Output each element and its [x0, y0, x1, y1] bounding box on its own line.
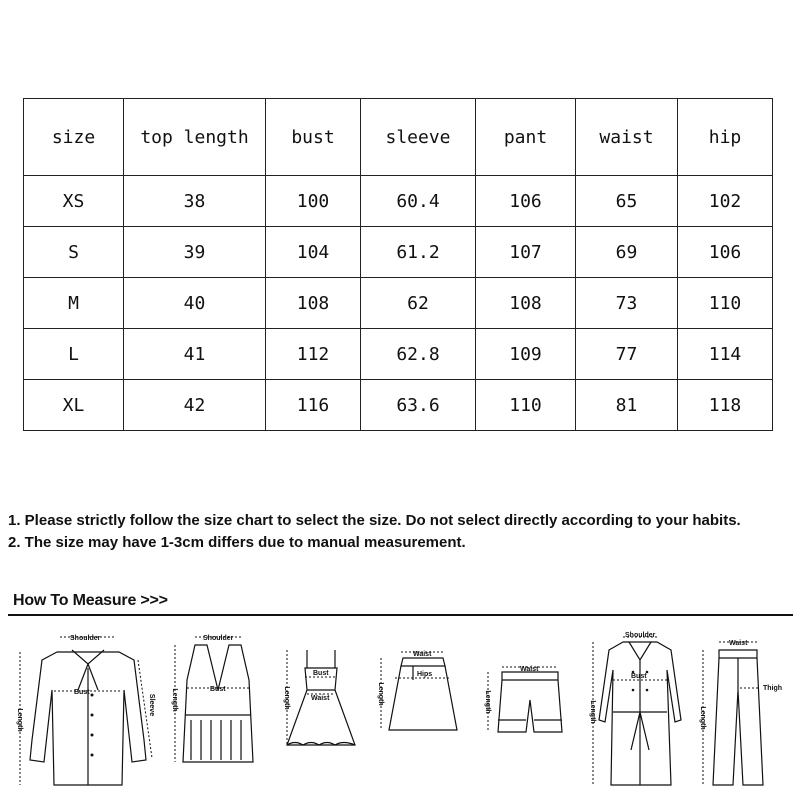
measurement-diagrams [0, 620, 800, 800]
shoulder-label: Shoulder [70, 635, 101, 642]
trousers-icon [693, 620, 793, 800]
table-cell: 100 [266, 176, 361, 227]
blouse-diagram [12, 620, 160, 800]
bust-label: Bust [74, 689, 90, 696]
table-cell: 109 [476, 329, 576, 380]
header-divider [8, 614, 793, 616]
waist-label: Waist [311, 695, 330, 702]
shoulder-label: Shoulder [203, 635, 234, 642]
table-cell: 107 [476, 227, 576, 278]
shoulder-label: Shoulder [625, 632, 656, 639]
table-row [24, 176, 773, 227]
table-cell: 62 [361, 278, 476, 329]
sleeve-label: Sleeve [148, 693, 155, 717]
table-row [24, 278, 773, 329]
dress-diagram [275, 620, 370, 800]
table-cell: 39 [124, 227, 266, 278]
trousers-diagram [693, 620, 793, 800]
tank-top-diagram [165, 620, 270, 800]
table-cell: 65 [576, 176, 678, 227]
waist-label: Waist [413, 651, 432, 658]
length-label: Length [16, 708, 23, 732]
header-sleeve: sleeve [361, 99, 476, 176]
shorts-diagram [478, 620, 580, 800]
size-notes [8, 510, 793, 554]
header-hip: hip [678, 99, 773, 176]
header-top-length: top length [124, 99, 266, 176]
skirt-icon [373, 620, 473, 800]
table-cell: 112 [266, 329, 361, 380]
header-pant: pant [476, 99, 576, 176]
table-cell: 38 [124, 176, 266, 227]
table-cell: 108 [266, 278, 361, 329]
table-cell: 102 [678, 176, 773, 227]
length-label: Length [484, 690, 491, 714]
table-row [24, 329, 773, 380]
thigh-label: Thigh [763, 685, 783, 692]
table-cell: 106 [476, 176, 576, 227]
table-cell: 61.2 [361, 227, 476, 278]
shorts-icon [478, 620, 580, 800]
bust-label: Bust [631, 673, 647, 680]
table-cell: L [24, 329, 124, 380]
table-cell: 110 [678, 278, 773, 329]
blouse-icon [12, 620, 160, 800]
coat-icon [583, 620, 693, 800]
table-cell: 81 [576, 380, 678, 431]
table-cell: 69 [576, 227, 678, 278]
size-chart-table [23, 98, 773, 431]
table-cell: M [24, 278, 124, 329]
how-to-measure-title: How To Measure >>> [13, 592, 168, 609]
waist-label: Waist [520, 666, 539, 673]
table-cell: 106 [678, 227, 773, 278]
table-row [24, 380, 773, 431]
length-label: Length [283, 686, 290, 710]
table-row [24, 227, 773, 278]
table-cell: 110 [476, 380, 576, 431]
header-waist: waist [576, 99, 678, 176]
length-label: Length [171, 688, 178, 712]
waist-label: Waist [729, 640, 748, 647]
table-cell: 62.8 [361, 329, 476, 380]
bust-label: Bust [210, 686, 226, 693]
note-2: 2. The size may have 1-3cm differs due to manual measurement. [8, 534, 466, 551]
table-cell: 42 [124, 380, 266, 431]
table-cell: 116 [266, 380, 361, 431]
note-1: 1. Please strictly follow the size chart to select the size. Do not select directly according to your habits. [8, 512, 741, 529]
header-size: size [24, 99, 124, 176]
table-cell: 73 [576, 278, 678, 329]
tank-top-icon [165, 620, 270, 800]
table-cell: 41 [124, 329, 266, 380]
length-label: Length [699, 706, 706, 730]
table-cell: 40 [124, 278, 266, 329]
bust-label: Bust [313, 670, 329, 677]
header-bust: bust [266, 99, 361, 176]
table-cell: XS [24, 176, 124, 227]
table-cell: 63.6 [361, 380, 476, 431]
table-cell: 114 [678, 329, 773, 380]
table-cell: 104 [266, 227, 361, 278]
coat-diagram [583, 620, 693, 800]
length-label: Length [377, 682, 384, 706]
table-cell: 108 [476, 278, 576, 329]
table-cell: 60.4 [361, 176, 476, 227]
length-label: Length [589, 700, 596, 724]
skirt-diagram [373, 620, 473, 800]
table-cell: XL [24, 380, 124, 431]
hips-label: Hips [417, 671, 433, 678]
table-cell: 77 [576, 329, 678, 380]
table-header-row [24, 99, 773, 176]
table-cell: S [24, 227, 124, 278]
dress-icon [275, 620, 370, 800]
table-cell: 118 [678, 380, 773, 431]
